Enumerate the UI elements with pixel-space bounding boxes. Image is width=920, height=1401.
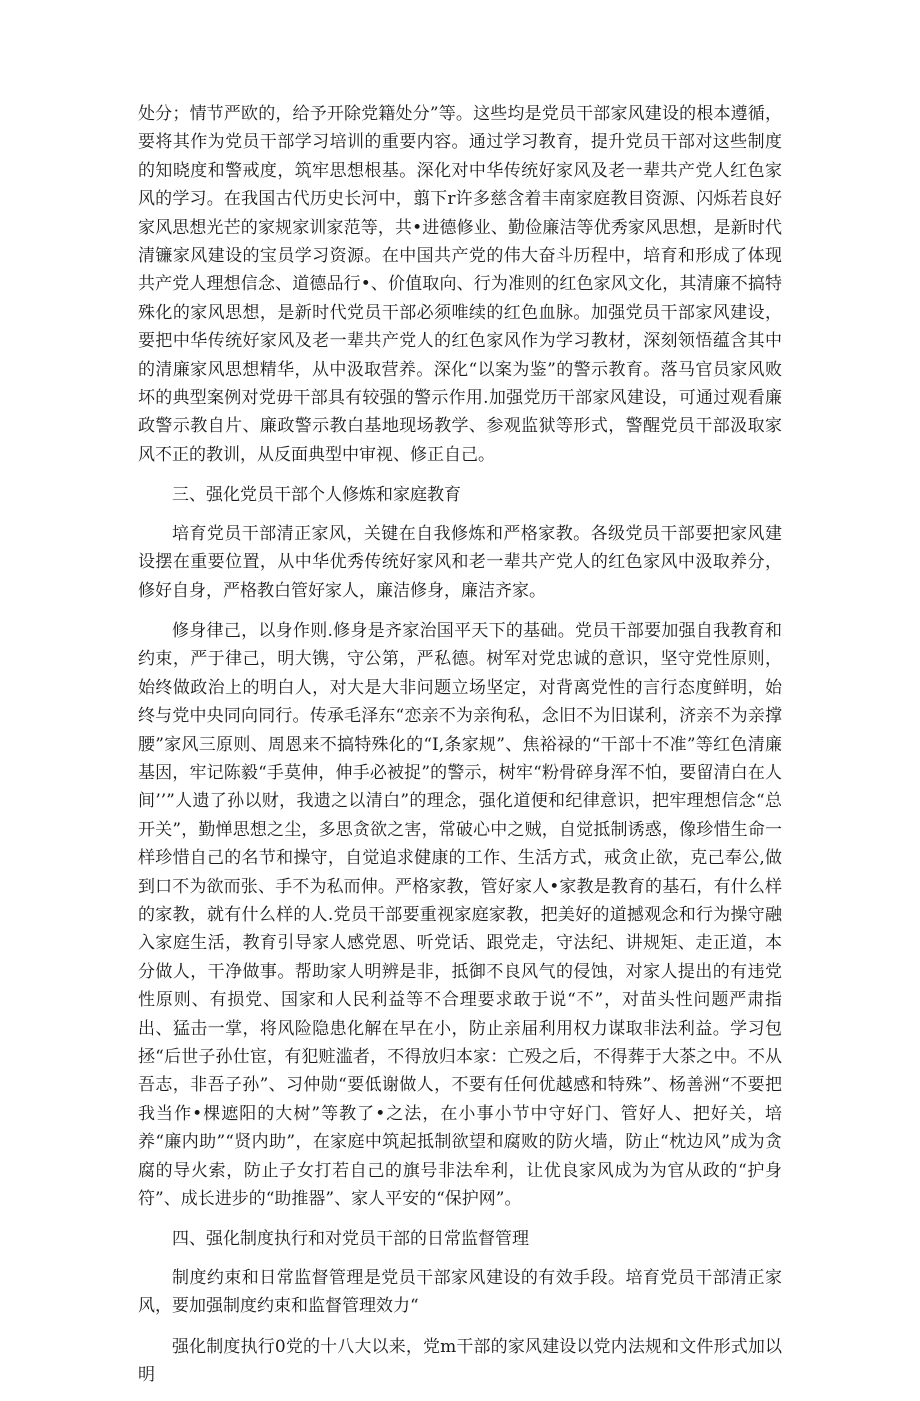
- paragraph-continuation: 处分；情节严欧的，给予开除党籍处分”等。这些均是党员干部家风建设的根本遵循，要将其作为党员干部学习培训的重要内容。通过学习教育，提升党员干部对这些制度的知晓度和警戒度，筑牢思想根基。深化对中华传统好家风及老一辈共产党人红色家风的学习。在我国古代历史长河中，翦下r许多慈含着丰南家庭教目资源、闪烁若良好家风思想光芒的家规家训家范等，共•进德修业、勤俭廉洁等优秀家风思想，是新时代清镰家风建设的宝员学习资源。在中国共产党的伟大奋斗历程中，培育和形成了体现共产党人理想信念、道德品行•、价值取向、行为准则的红色家风文化，其清廉不搞特殊化的家风思想，是新时代党员干部必须唯续的红色血脉。加强党员干部家风建设，要把中华传统好家风及老一辈共产党人的红色家风作为学习教材，深刻领悟蕴含其中的清廉家风思想精华，从中汲取营养。深化“以案为鉴”的警示教育。落马官员家风败坏的典型案例对党毋干部具有较强的警示作用.加强党历干部家风建设，可通过观看廉政警示教自片、廉政警示教白基地现场教学、参观监狱等形式，警醒党员干部汲取家风不正的教训，从反面典型中审视、修正自己。: [138, 104, 782, 465]
- paragraph-body: 培育党员干部清正家风，关键在自我修炼和严格家教。各级党员干部要把家风建设摆在重要位置，从中华优秀传统好家风和老一辈共产党人的红色家风中汲取养分，修好自身，严格教白管好家人，廉洁修身，廉洁齐家。: [138, 523, 782, 601]
- paragraph-body: 强化制度执行0党的十八大以来，党m干部的家风建设以党内法规和文件形式加以明: [138, 1336, 782, 1386]
- document-page: [138, 100, 782, 1401]
- paragraph-body: 修身律己，以身作则.修身是齐家治国平天下的基础。党员干部要加强自我教育和约束，严于律己，明大镌，守公第，严私德。树军对党忠诚的意识，坚守党性原则，始终做政治上的明白人，对大是大非问题立场坚定，对背离党性的言行态度鲜明，始终与党中央同向同行。传承毛泽东“恋亲不为亲徇私，念旧不为旧谋利，济亲不为亲撑腰”家风三原则、周恩来不搞特殊化的“I,条家规”、焦裕禄的“干部十不准”等红色清廉基因，牢记陈毅“手莫伸，伸手必被捉”的警示，树牢“粉骨碎身浑不怕，要留清白在人间’’”人遗了孙以财，我遗之以清白”的理念，强化道便和纪律意识，把牢理想信念“总开关”，勤惮思想之尘，多思贪欲之害，常破心中之贼，自觉抵制诱惑，像珍惜生命一样珍惜自己的名节和操守，自觉追求健康的工作、生活方式，戒贪止欲，克己奉公,做到口不为欲而张、手不为私而伸。严格家教，管好家人•家教是教育的基石，有什么样的家教，就有什么样的人.党员干部要重视家庭家教，把美好的道撼观念和行为操守融入家庭生活，教育引导家人感党恩、听党话、跟党走，守法纪、讲规矩、走正道，本分做人，干净做事。帮助家人明辨是非，抵御不良风气的侵蚀，对家人提出的有违党性原则、有损党、国家和人民利益等不合理要求敢于说“不”，对苗头性问题严肃指出、猛击一掌，将风险隐患化解在早在小，防止亲届利用权力谋取非法利益。学习包拯“后世子孙仕宦，有犯赃滥者，不得放归本家：亡殁之后，不得葬于大茶之中。不从吾志，非吾子孙”、习仲勋“要低谢做人，不要有任何优越感和特殊”、杨善洲“不要把我当作•棵遮阳的大树”等教了•之法，在小事小节中守好门、管好人、把好关，培养“廉内助”“贤内助”，在家庭中筑起抵制欲望和腐败的防火墙，防止“枕边风”成为贪腐的导火索，防止子女打若自己的旗号非法牟利，让优良家风成为为官从政的“护身符”、成长进步的“助推器”、家人平安的“保护网”。: [138, 620, 782, 1210]
- section-heading-4: 四、强化制度执行和对党员干部的日常监督管理: [172, 1229, 529, 1250]
- paragraph-body: 制度约束和日常监督管理是党员干部家风建设的有效手段。培育党员干部清正家风，要加强制度约束和监督管理效力“: [138, 1267, 782, 1317]
- section-heading-3: 三、强化党员干部个人修炼和家庭教育: [172, 485, 461, 506]
